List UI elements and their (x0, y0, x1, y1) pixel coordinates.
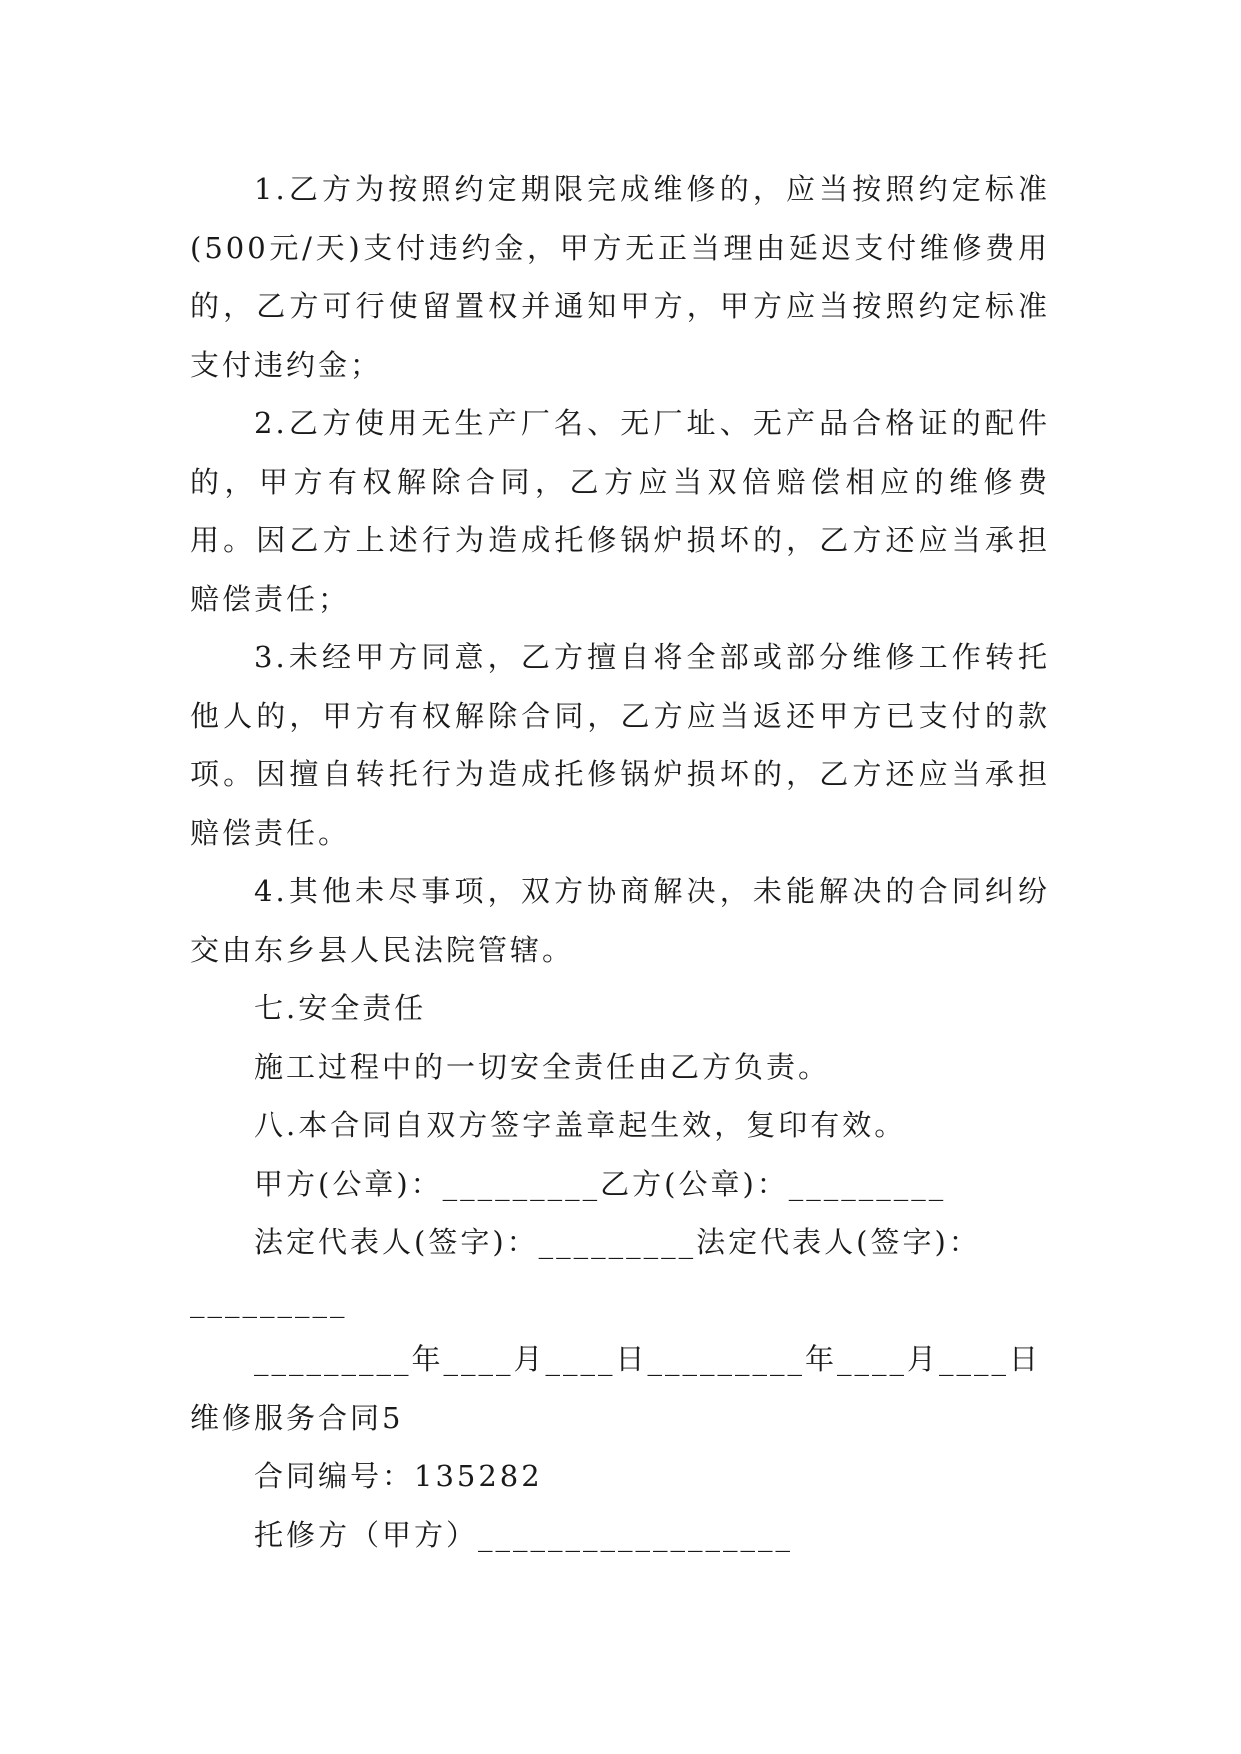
clause-2: 2.乙方使用无生产厂名、无厂址、无产品合格证的配件的，甲方有权解除合同，乙方应当双倍赔偿相应的维修费用。因乙方上述行为造成托修锅炉损坏的，乙方还应当承担赔偿责任； (190, 406, 1050, 616)
representative-line-tail: _________ (190, 1283, 348, 1318)
clause-4: 4.其他未尽事项，双方协商解决，未能解决的合同纠纷交由东乡县人民法院管辖。 (190, 874, 1050, 967)
section-7-heading: 七.安全责任 (254, 991, 427, 1025)
next-contract-title: 维修服务合同5 (190, 1400, 404, 1435)
clause-1: 1.乙方为按照约定期限完成维修的，应当按照约定标准(500元/天)支付违约金，甲方无正当理由延迟支付维修费用的，乙方可行使留置权并通知甲方，甲方应当按照约定标准支付违约金； (190, 172, 1050, 382)
section-7-body: 施工过程中的一切安全责任由乙方负责。 (254, 1049, 831, 1084)
contract-number: 合同编号：135282 (254, 1459, 543, 1493)
representative-line: 法定代表人(签字)：_________法定代表人(签字)： (254, 1225, 981, 1259)
date-line: _________年____月____日_________年____月____日 (254, 1342, 1042, 1376)
clause-3: 3.未经甲方同意，乙方擅自将全部或部分维修工作转托他人的，甲方有权解除合同，乙方应当返还甲方已支付的款项。因擅自转托行为造成托修锅炉损坏的，乙方还应当承担赔偿责任。 (190, 640, 1050, 850)
document-page (190, 160, 1050, 1564)
seal-line: 甲方(公章)：_________乙方(公章)：_________ (254, 1166, 947, 1201)
section-8: 八.本合同自双方签字盖章起生效，复印有效。 (254, 1108, 907, 1142)
party-a-line: 托修方（甲方）__________________ (254, 1517, 794, 1552)
